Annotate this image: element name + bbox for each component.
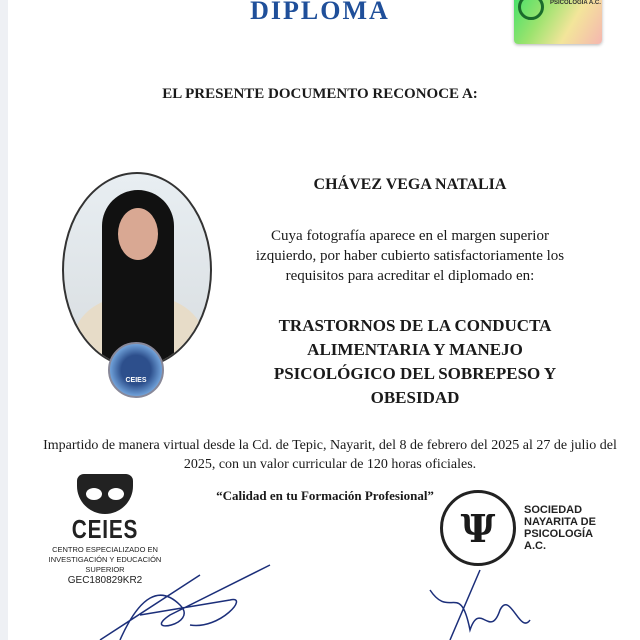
- recipient-photo: [62, 172, 212, 368]
- intro-text: EL PRESENTE DOCUMENTO RECONOCE A:: [162, 86, 478, 102]
- course-title: TRASTORNOS DE LA CONDUCTA ALIMENTARIA Y MANEJO PSICOLÓGICO DEL SOBREPESO Y OBESIDAD: [273, 316, 557, 407]
- body-text: Cuya fotografía aparece en el margen superior izquierdo, por haber cubierto satisfactoriamente los requisitos para acreditar el diplomado en:: [255, 228, 565, 284]
- ceies-photo-seal: CEIES: [108, 342, 164, 398]
- society-name: SOCIEDAD NAYARITA DE PSICOLOGÍA A.C.: [524, 504, 596, 552]
- ceies-logo: CEIES CENTRO ESPECIALIZADO EN INVESTIGACIÓN Y EDUCACIÓN SUPERIOR GEC180829KR2: [40, 474, 170, 586]
- hologram-seal: PSICOLOGÍA A.C.: [514, 0, 602, 44]
- recipient-name: CHÁVEZ VEGA NATALIA: [313, 176, 507, 193]
- tree-logo-icon: [518, 0, 544, 20]
- owl-icon: [77, 474, 133, 514]
- society-logo-icon: Ψ: [440, 490, 516, 566]
- signature-left: [80, 555, 280, 640]
- course-details: Impartido de manera virtual desde la Cd. de Tepic, Nayarit, del 8 de febrero del 2025 al 27 de julio del 2025, con un valor curricular de 120 horas oficiales.: [43, 438, 617, 472]
- motto: “Calidad en tu Formación Profesional”: [216, 488, 434, 503]
- diploma-title: DIPLOMA: [250, 0, 390, 25]
- signature-right: [420, 560, 540, 640]
